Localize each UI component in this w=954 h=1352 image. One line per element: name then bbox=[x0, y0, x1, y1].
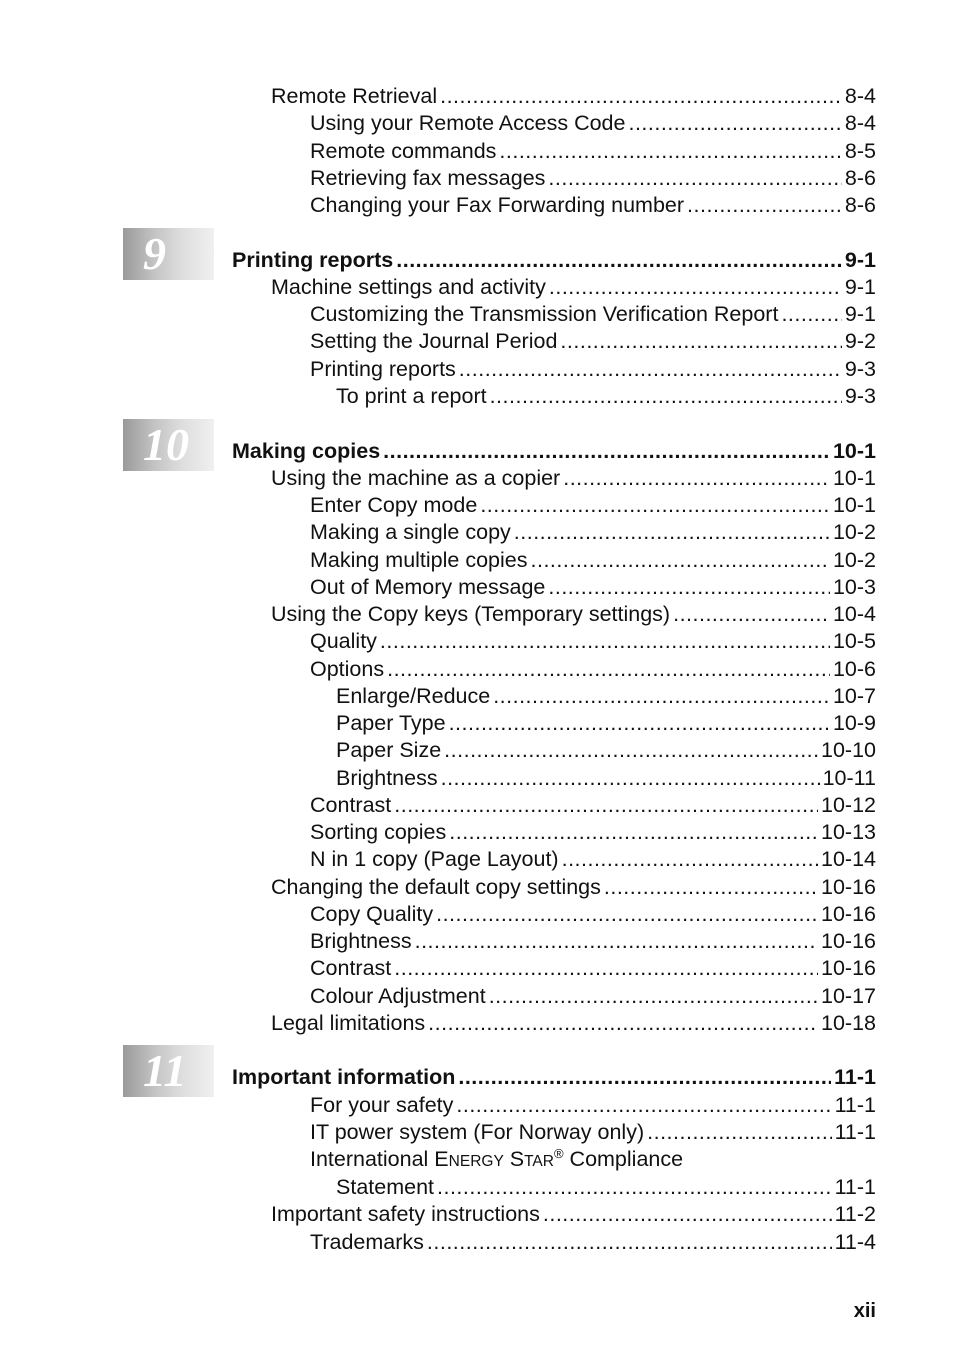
toc-entry[interactable]: Contrast ..... 10-16 bbox=[310, 955, 876, 982]
toc-entry[interactable]: Copy Quality ..... 10-16 bbox=[310, 901, 876, 928]
toc-entry[interactable]: Colour Adjustment ..... 10-17 bbox=[310, 983, 876, 1010]
chapter-tab-9: 9 bbox=[123, 228, 214, 280]
page-number: xii bbox=[853, 1300, 876, 1322]
energy-star-text: Compliance bbox=[563, 1147, 684, 1171]
toc-entry[interactable]: Legal limitations ..... 10-18 bbox=[271, 1010, 876, 1037]
toc-chapter-heading[interactable]: Printing reports ..... 9-1 bbox=[232, 247, 876, 274]
toc-entry[interactable]: Statement ..... 11-1 bbox=[336, 1174, 876, 1201]
toc-entry[interactable]: N in 1 copy (Page Layout) ..... 10-14 bbox=[310, 846, 876, 873]
toc-entry[interactable]: Making multiple copies ..... 10-2 bbox=[310, 547, 876, 574]
toc-entry[interactable]: Setting the Journal Period ..... 9-2 bbox=[310, 328, 876, 355]
toc-entry[interactable]: Brightness ..... 10-16 bbox=[310, 928, 876, 955]
toc-entry[interactable]: Options ..... 10-6 bbox=[310, 656, 876, 683]
toc-entry-energy-star[interactable] bbox=[310, 1146, 876, 1173]
toc-entry[interactable]: Contrast ..... 10-12 bbox=[310, 792, 876, 819]
toc-entry[interactable]: Trademarks ..... 11-4 bbox=[310, 1229, 876, 1256]
toc-entry[interactable]: To print a report ..... 9-3 bbox=[336, 383, 876, 410]
toc-entry[interactable]: Machine settings and activity ..... 9-1 bbox=[271, 274, 876, 301]
chapter-tab-10: 10 bbox=[123, 419, 214, 471]
toc-entry[interactable]: Changing your Fax Forwarding number ..... 8-6 bbox=[310, 192, 876, 219]
toc-chapter-heading[interactable]: Important information ..... 11-1 bbox=[232, 1064, 876, 1091]
toc-entry[interactable]: Brightness ..... 10-11 bbox=[336, 765, 876, 792]
toc-entry[interactable]: Sorting copies ..... 10-13 bbox=[310, 819, 876, 846]
toc-entry[interactable]: For your safety ..... 11-1 bbox=[310, 1092, 876, 1119]
toc-entry[interactable]: Using your Remote Access Code ..... 8-4 bbox=[310, 110, 876, 137]
toc-entry[interactable]: Paper Type ..... 10-9 bbox=[336, 710, 876, 737]
energy-star-text: S bbox=[503, 1147, 525, 1171]
toc-entry[interactable]: Printing reports ..... 9-3 bbox=[310, 356, 876, 383]
toc-entry[interactable]: Enlarge/Reduce ..... 10-7 bbox=[336, 683, 876, 710]
chapter-tab-11: 11 bbox=[123, 1045, 214, 1097]
energy-star-text: International E bbox=[310, 1147, 449, 1171]
toc-entry[interactable]: Remote Retrieval ..... 8-4 bbox=[271, 83, 876, 110]
toc-entry[interactable]: Important safety instructions ..... 11-2 bbox=[271, 1201, 876, 1228]
energy-star-smallcaps: TAR bbox=[524, 1153, 554, 1170]
toc-entry[interactable]: Changing the default copy settings ..... 10-16 bbox=[271, 874, 876, 901]
toc-entry[interactable]: Enter Copy mode ..... 10-1 bbox=[310, 492, 876, 519]
toc-entry[interactable]: IT power system (For Norway only) ..... 11-1 bbox=[310, 1119, 876, 1146]
toc-entry[interactable]: Retrieving fax messages ..... 8-6 bbox=[310, 165, 876, 192]
energy-star-smallcaps: NERGY bbox=[448, 1153, 504, 1170]
toc-entry[interactable]: Paper Size ..... 10-10 bbox=[336, 737, 876, 764]
toc-entry[interactable]: Making a single copy ..... 10-2 bbox=[310, 519, 876, 546]
toc-chapter-heading[interactable]: Making copies ..... 10-1 bbox=[232, 438, 876, 465]
registered-mark: ® bbox=[553, 1145, 564, 1161]
toc-entry[interactable]: Out of Memory message ..... 10-3 bbox=[310, 574, 876, 601]
toc-entry[interactable]: Quality ..... 10-5 bbox=[310, 628, 876, 655]
toc-entry[interactable]: Remote commands ..... 8-5 bbox=[310, 138, 876, 165]
toc-entry[interactable]: Using the machine as a copier ..... 10-1 bbox=[271, 465, 876, 492]
toc-entry[interactable]: Customizing the Transmission Verification Report ..... 9-1 bbox=[310, 301, 876, 328]
toc-entry[interactable]: Using the Copy keys (Temporary settings) ..... 10-4 bbox=[271, 601, 876, 628]
